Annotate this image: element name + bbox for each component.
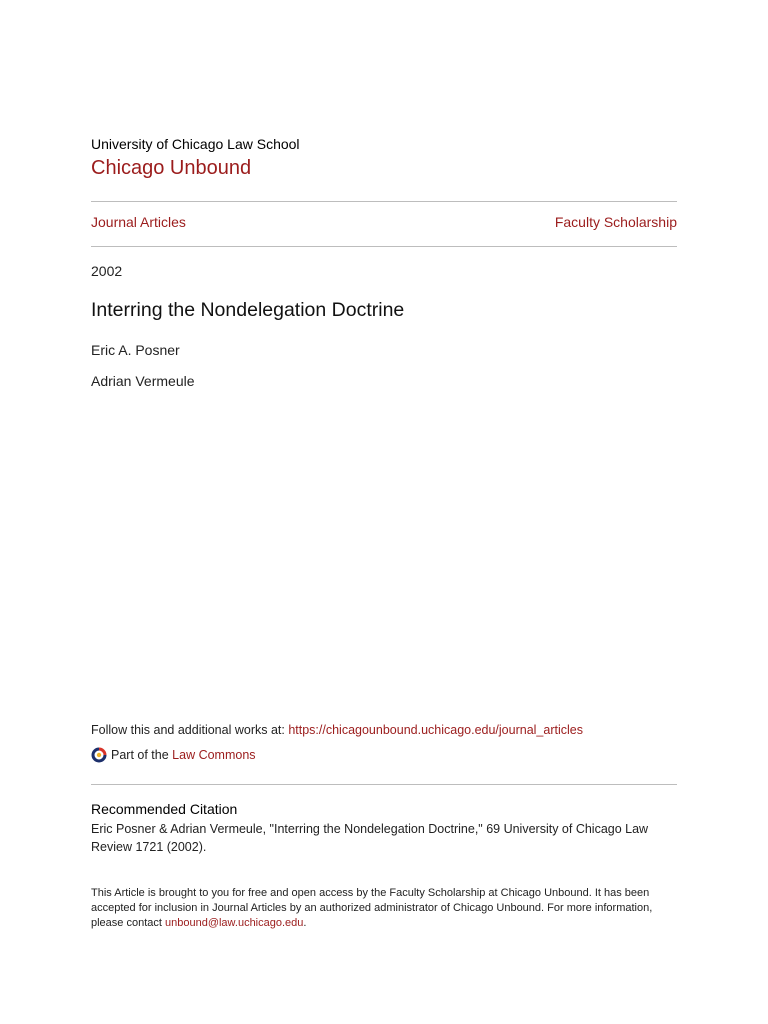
follow-url-link[interactable]: https://chicagounbound.uchicago.edu/journal_articles (288, 723, 583, 737)
open-access-icon (91, 747, 107, 763)
citation-text: Eric Posner & Adrian Vermeule, "Interring the Nondelegation Doctrine," 69 University of Chicago Law Review 1721 (2002). (91, 822, 649, 854)
access-notice (91, 886, 677, 931)
divider-nav (91, 246, 677, 247)
institution-name: University of Chicago Law School (91, 136, 300, 152)
part-of-prefix: Part of the (111, 748, 169, 762)
access-notice-end: . (303, 917, 307, 929)
part-of-line (91, 747, 256, 763)
article-title: Interring the Nondelegation Doctrine (91, 299, 405, 321)
divider-citation (91, 784, 677, 785)
contact-email-link[interactable]: unbound@law.uchicago.edu (165, 917, 304, 929)
author-name: Eric A. Posner (91, 342, 180, 358)
faculty-scholarship-link[interactable]: Faculty Scholarship (554, 214, 677, 230)
author-name: Adrian Vermeule (91, 373, 195, 389)
divider-top (91, 201, 677, 202)
follow-prefix: Follow this and additional works at: (91, 723, 289, 737)
access-notice-text: This Article is brought to you for free and open access by the Faculty Scholarship at Chicago Unbound. It has been accepted for inclusion in Journal Articles by an authorized administrator of Chicago Unbound. For more information, please contact (91, 887, 653, 929)
law-commons-link[interactable]: Law Commons (172, 748, 256, 762)
journal-articles-link[interactable]: Journal Articles (91, 214, 186, 230)
citation-heading: Recommended Citation (91, 801, 238, 817)
follow-line (91, 723, 583, 737)
repository-link[interactable]: Chicago Unbound (91, 157, 252, 179)
publication-year: 2002 (91, 263, 123, 279)
